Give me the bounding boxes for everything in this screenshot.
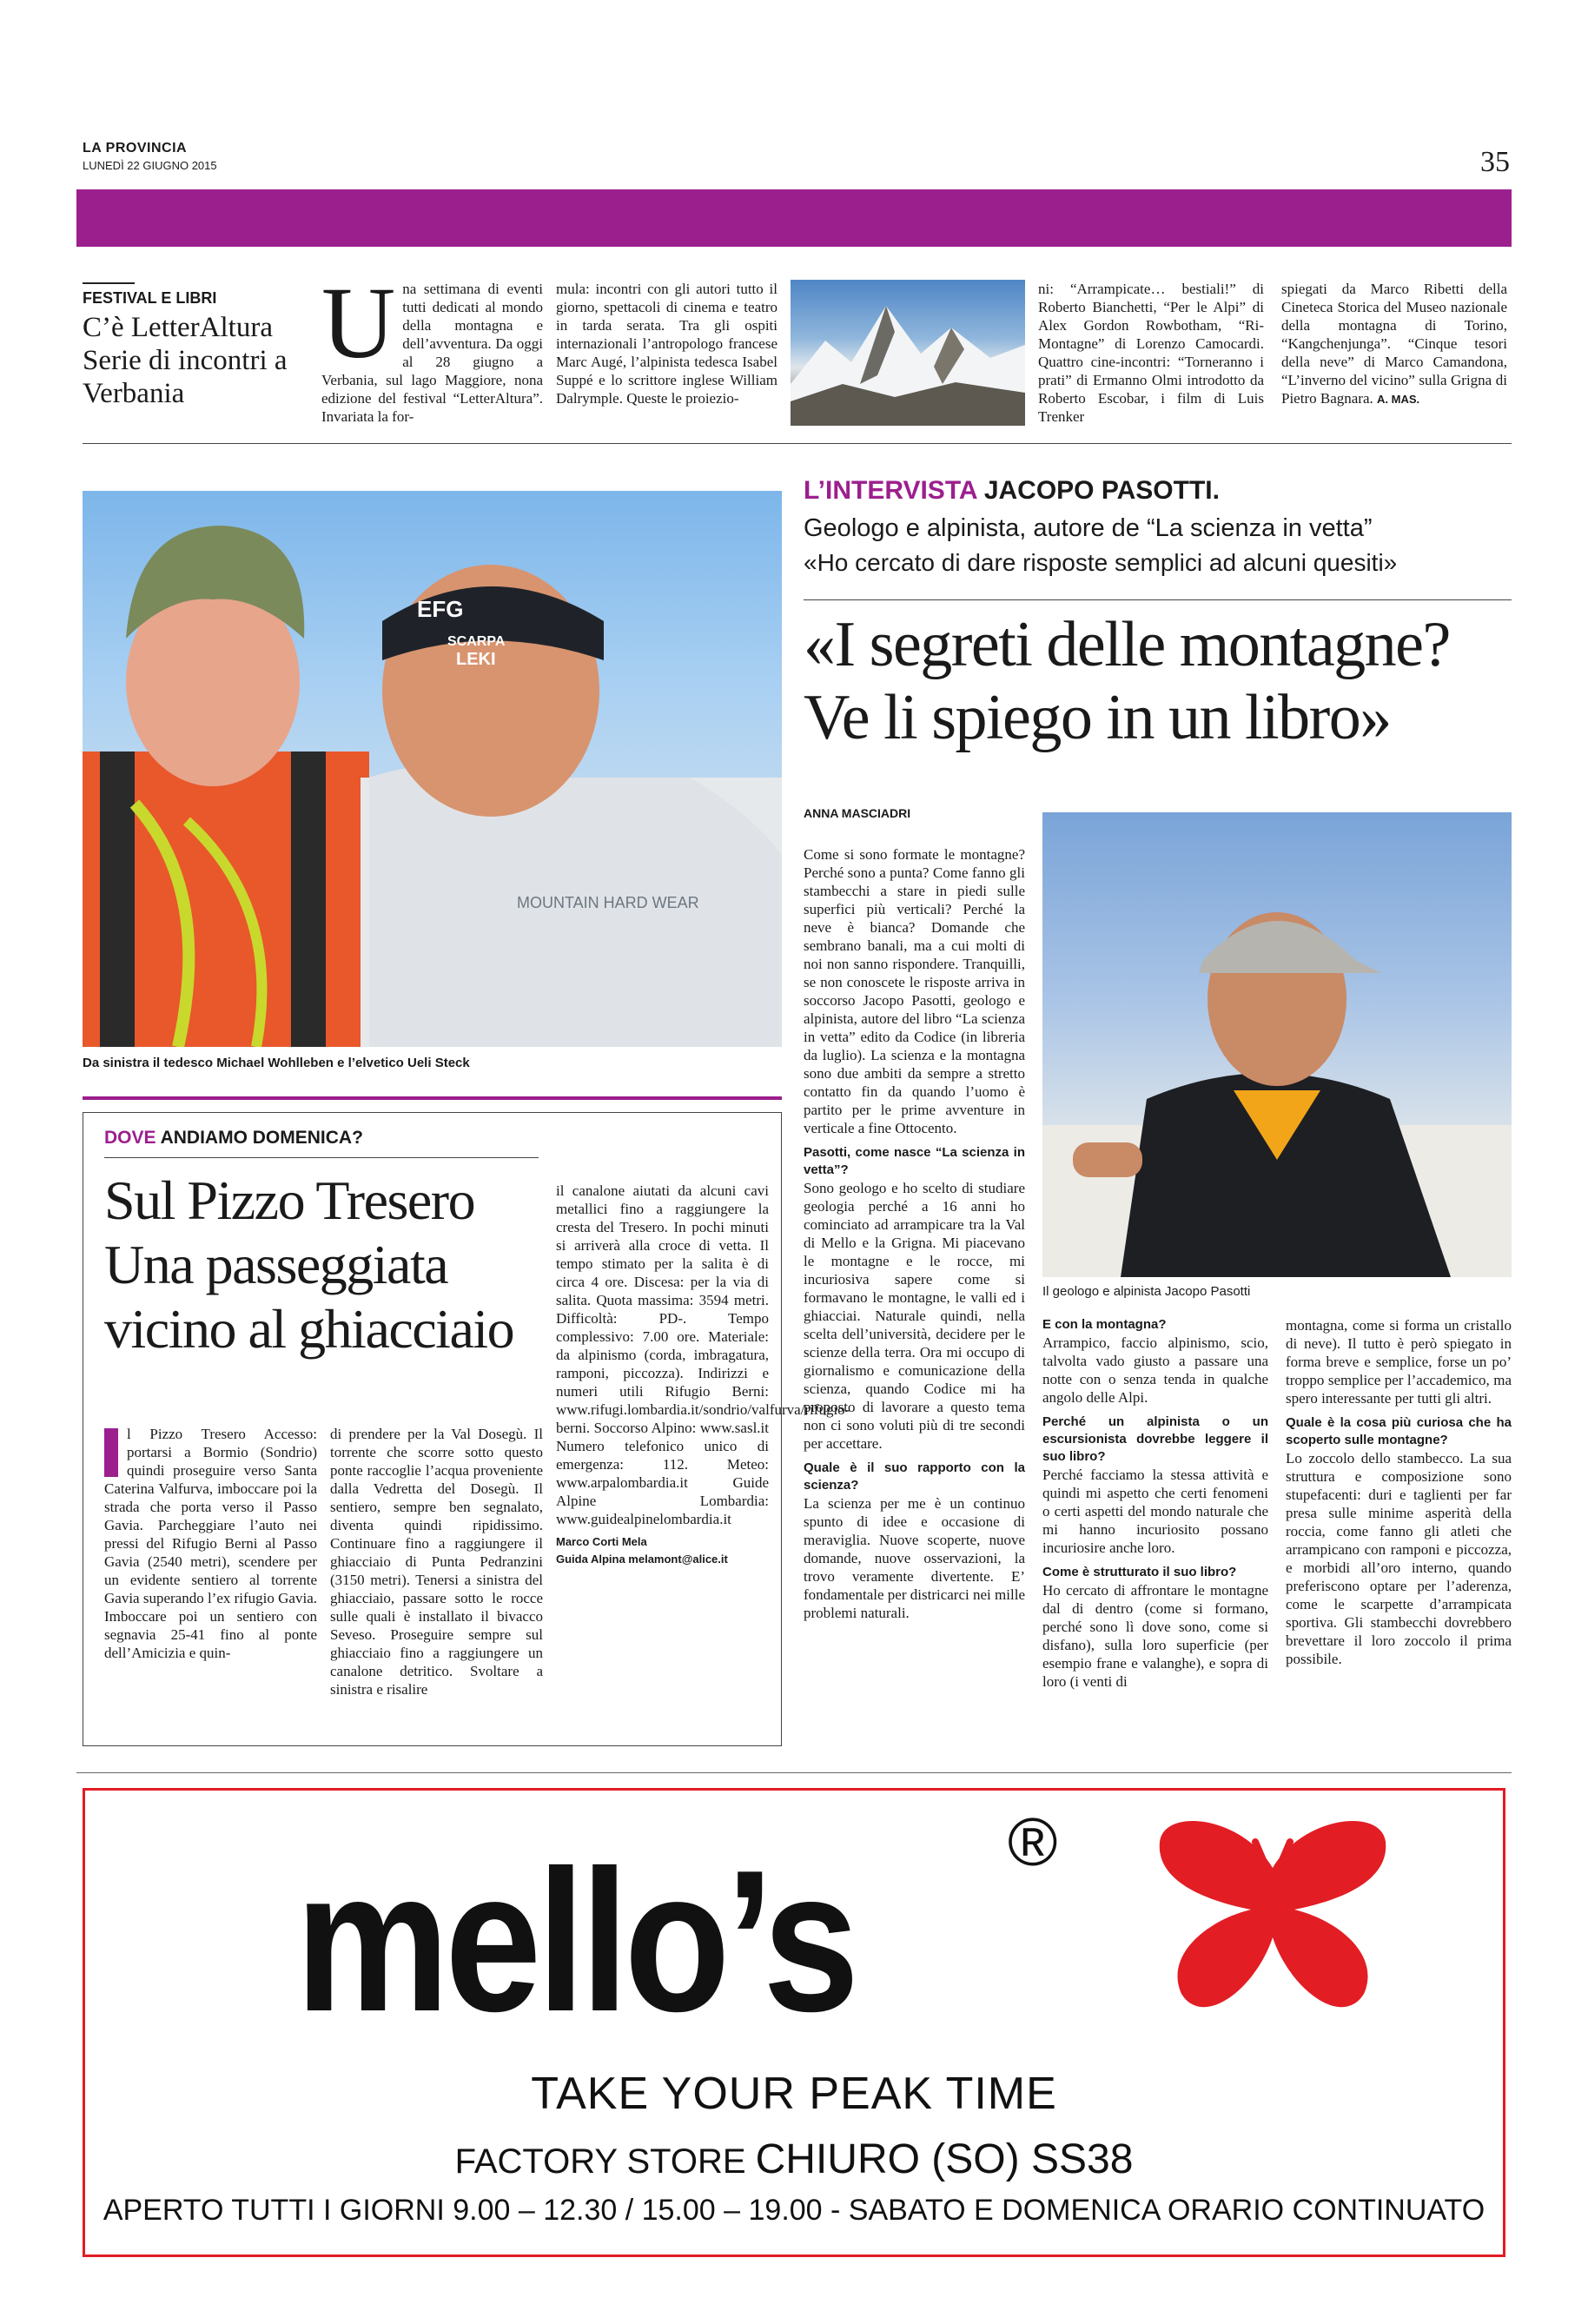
pasotti-photo xyxy=(1042,812,1512,1277)
festival-text-1: na settimana di eventi tutti dedicati al mondo della montagna e dell’avventura. Da oggi al 28 giugno a Verbania, sul lago Maggiore, nona edizione del festival “LetterAltura”. Invariata la for- xyxy=(321,281,543,425)
dove-kicker xyxy=(104,1128,363,1149)
festival-title: C’è LetterAltura Serie di incontri a Verbania xyxy=(83,312,288,409)
interview-rule xyxy=(804,599,1512,600)
dove-dropcap xyxy=(104,1428,118,1477)
dove-text-3: il canalone aiutati da alcuni cavi metallici fino a raggiungere la cresta del Tresero. In pochi minuti si arriverà alla croce di vetta. Il tempo stimato per la salita è di circa 4 ore. Discesa: per la via di salita. Quota massima: 3594 metri. Difficoltà: PD-. Tempo complessivo: 7.00 ore. Materiale: da alpinismo (corda, imbragatura, ramponi, piccozza). Indirizzi e numeri utili Rifugio Berni: www.rifugi.lombardia.it/sondrio/valfurva/rifugio-berni. Soccorso Alpino: www.sasl.it Numero telefonico unico di emergenza: 112. Meteo: www.arpalombardia.it Guide Alpine Lombardia: www.guidealpinelombardia.it xyxy=(556,1182,850,1527)
page-number: 35 xyxy=(1480,146,1510,178)
answer-6: Lo zoccolo dello stambecco. La sua struttura e composizione sono stupefacenti: duri e taglienti per far presa sulle minime asperità della roccia, come fanno gli atleti che arrampicano con ramponi e piccozza, e morbidi all’oro interno, quando preferiscono optare per l’aderenza, come le scarpette d’arrampicata sportiva. Gli stambecchi dovrebbero brevettare il loro zoccolo il prima possibile. xyxy=(1286,1450,1512,1667)
ad-store-prefix: FACTORY STORE xyxy=(454,2142,746,2181)
question-5: Come è strutturato il suo libro? xyxy=(1042,1565,1237,1579)
dove-kicker-label: DOVE xyxy=(104,1128,156,1148)
divider-rule xyxy=(83,443,1512,444)
registered-mark: ® xyxy=(1008,1804,1058,1880)
festival-kicker: FESTIVAL E LIBRI xyxy=(83,289,217,307)
dove-column-3 xyxy=(556,1182,850,1568)
interview-subtitle-2: «Ho cercato di dare risposte semplici ad alcuni quesiti» xyxy=(804,549,1398,576)
brand-logo: mello’s xyxy=(295,1829,855,2054)
festival-dropcap: U xyxy=(321,266,396,380)
interview-headline: «I segreti delle montagne? Ve li spiego in un libro» xyxy=(804,609,1450,753)
cap-logo-leki: LEKI xyxy=(456,650,496,669)
question-6: Quale è la cosa più curiosa che ha scoperto sulle montagne? xyxy=(1286,1415,1512,1447)
ad-hours: APERTO TUTTI I GIORNI 9.00 – 12.30 / 15.00 – 19.00 - SABATO E DOMENICA ORARIO CONTINUATO xyxy=(103,2194,1485,2227)
dove-signature: Marco Corti Mela xyxy=(556,1535,647,1548)
ad-store-place: CHIURO (SO) SS38 xyxy=(755,2136,1134,2182)
interview-intro: Come si sono formate le montagne? Perché sono a punta? Come fanno gli stambecchi a stare in piedi sulle superfici più verticali? Perché la neve è bianca? Domande che sembrano banali, ma a cui molti di noi non sanno rispondere. Tranquilli, se non conoscete le risposte arriva in soccorso Jacopo Pasotti, geologo e alpinista, autore del libro “La scienza in vetta” edito da Codice (in libreria da luglio). La scienza e la montagna sono due ambiti da sempre a stretto contatto fin da quando l’uomo è partito per le prime avventure in verticale a fine Ottocento. xyxy=(804,846,1025,1136)
interview-subtitle-1: Geologo e alpinista, autore de “La scienza in vetta” xyxy=(804,514,1373,542)
newspaper-name: LA PROVINCIA xyxy=(83,141,188,156)
answer-5: Ho cercato di affrontare le montagne dal di dentro (come si formano, perché sono lì dove sono, come si disfano), sulla loro superficie (per esempio frane e valanghe), e sopra di loro (i venti di xyxy=(1042,1582,1268,1690)
interview-column-1 xyxy=(804,845,1025,1622)
interview-kicker xyxy=(804,476,1220,506)
answer-5-continued: montagna, come si forma un cristallo di neve). Il tutto è però spiegato in forma breve e semplice, forse un po’ troppo semplice per l’accademico, ma spero interessante per tutti gli altri. xyxy=(1286,1317,1512,1407)
byline: ANNA MASCIADRI xyxy=(804,806,911,820)
festival-column-1 xyxy=(321,266,543,426)
answer-1: Sono geologo e ho scelto di studiare geologia perché a 16 anni ho cominciato ad arrampicare tra la Val di Mello e la Grigna. Mi piacevano le montagne e le rocce, mi incuriosiva sapere come si formavano le montagne, le valli ed i ghiacciai. Naturale quindi, nella scelta dell’università, decidere per le scienze della terra. Ora mi occupo di giornalismo e comunicazione della scienza, quando Codice mi ha proposto di lavorare a questo tema non ci sono voluti più di tre secondi per accettare. xyxy=(804,1180,1025,1452)
ad-rule xyxy=(76,1772,1512,1773)
dove-text-1: l Pizzo Tresero Accesso: portarsi a Bormio (Sondrio) quindi proseguire verso Santa Caterina Valfurva, imboccare poi la strada che porta verso il Passo Gavia. Parcheggiare l’auto nei pressi del Rifugio Berni al Passo Gavia (2540 metri), scendere per un evidente sentiero al torrente Gavia superando l’ex rifugio Gavia. Imboccare poi un sentiero con segnavia 25-41 fino al ponte dell’Amicizia e quin- xyxy=(104,1426,317,1661)
section-band xyxy=(76,189,1512,247)
purple-rule xyxy=(83,1096,782,1100)
dove-column-1 xyxy=(104,1425,317,1662)
cap-logo-scarpa: SCARPA xyxy=(447,634,506,649)
interview-column-3 xyxy=(1286,1316,1512,1668)
festival-column-2: mula: incontri con gli autori tutto il giorno, spettacoli di cinema e teatro in tarda serata. Tra gli ospiti internazionali l’antropologo francese Marc Augé, l’alpinista tedesca Isabel Suppé e lo scrittore inglese William Dalrymple. Queste le proiezio- xyxy=(556,281,777,407)
ad-store xyxy=(0,2135,1588,2183)
dove-column-2: di prendere per la Val Dosegù. Il torrente che scorre sotto questo ponte raccoglie l’acqua proveniente dalla Vedretta del Dosegù. Il sentiero, sempre ben segnalato, diventa quindi ripidissimo. Continuare fino a raggiungere il ghiacciaio di Punta Pedranzini (3150 metri). Tenersi a sinistra del ghiacciaio, passare sotto le rocce sulle quali è installato il bivacco Seveso. Proseguire sempre sul ghiacciaio fino a raggiungere un canalone detritico. Svoltare a sinistra e risalire xyxy=(330,1426,543,1698)
dove-kicker-rest: ANDIAMO DOMENICA? xyxy=(160,1128,363,1148)
dove-title: Sul Pizzo Tresero Una passeggiata vicino al ghiacciaio xyxy=(104,1169,514,1360)
butterfly-icon xyxy=(1147,1807,1399,2024)
photo-caption: Da sinistra il tedesco Michael Wohlleben e l’elvetico Ueli Steck xyxy=(83,1056,470,1070)
festival-column-3: ni: “Arrampicate… bestiali!” di Roberto Bianchetti, “Per le Alpi” di Alex Gordon Rowbotham, “Ri-Montagne” di Lorenzo Camocardi. Quattro cine-incontri: “Torneranno i prati” di Ermanno Olmi introdotto da Roberto Escobar, i film di Luis Trenker xyxy=(1038,281,1264,425)
question-4: Perché un alpinista o un escursionista dovrebbe leggere il suo libro? xyxy=(1042,1414,1268,1464)
festival-text-4: spiegati da Marco Ribetti della Cineteca Storica del Museo nazionale della montagna di Torino, “Kangchenjunga”. “Cinque tesori della neve” di Marco Camandona, “L’inverno del vicino” sulla Grigna di Pietro Bagnara. xyxy=(1281,281,1507,407)
interview-kicker-label: L’INTERVISTA xyxy=(804,476,977,505)
ad-tagline: TAKE YOUR PEAK TIME xyxy=(531,2069,1057,2119)
festival-signature: A. MAS. xyxy=(1377,393,1420,406)
interview-column-2 xyxy=(1042,1316,1268,1691)
question-2: Quale è il suo rapporto con la scienza? xyxy=(804,1460,1025,1493)
answer-2: La scienza per me è un continuo spunto di idee e occasione di meraviglia. Nuove scoperte, nuove domande, nuove osservazioni, la trovo veramente divertente. E’ fondamentale per districarci nei mille problemi naturali. xyxy=(804,1495,1025,1621)
festival-column-4 xyxy=(1281,280,1507,408)
question-1: Pasotti, come nasce “La scienza in vetta”? xyxy=(804,1145,1025,1177)
issue-date: LUNEDÌ 22 GIUGNO 2015 xyxy=(83,159,217,172)
dove-signature-role: Guida Alpina melamont@alice.it xyxy=(556,1553,728,1566)
mountain-photo xyxy=(791,280,1025,426)
answer-3: Arrampico, faccio alpinismo, scio, talvolta vado giusto a passare una notte con o senza tenda in qualche angolo delle Alpi. xyxy=(1042,1334,1268,1406)
pasotti-caption: Il geologo e alpinista Jacopo Pasotti xyxy=(1042,1284,1251,1299)
cap-logo-efg: EFG xyxy=(417,596,464,622)
interview-kicker-name: JACOPO PASOTTI. xyxy=(983,476,1220,505)
climbers-photo xyxy=(83,491,782,1047)
question-3: E con la montagna? xyxy=(1042,1317,1167,1332)
festival-rule xyxy=(83,282,135,284)
answer-4: Perché facciamo la stessa attività e quindi mi aspetto che certi fenomeni o certi aspetti del mondo naturale che mi hanno incuriosito possano incuriosire anche loro. xyxy=(1042,1467,1268,1556)
jacket-logo: MOUNTAIN HARD WEAR xyxy=(517,894,699,911)
dove-rule xyxy=(104,1157,539,1158)
